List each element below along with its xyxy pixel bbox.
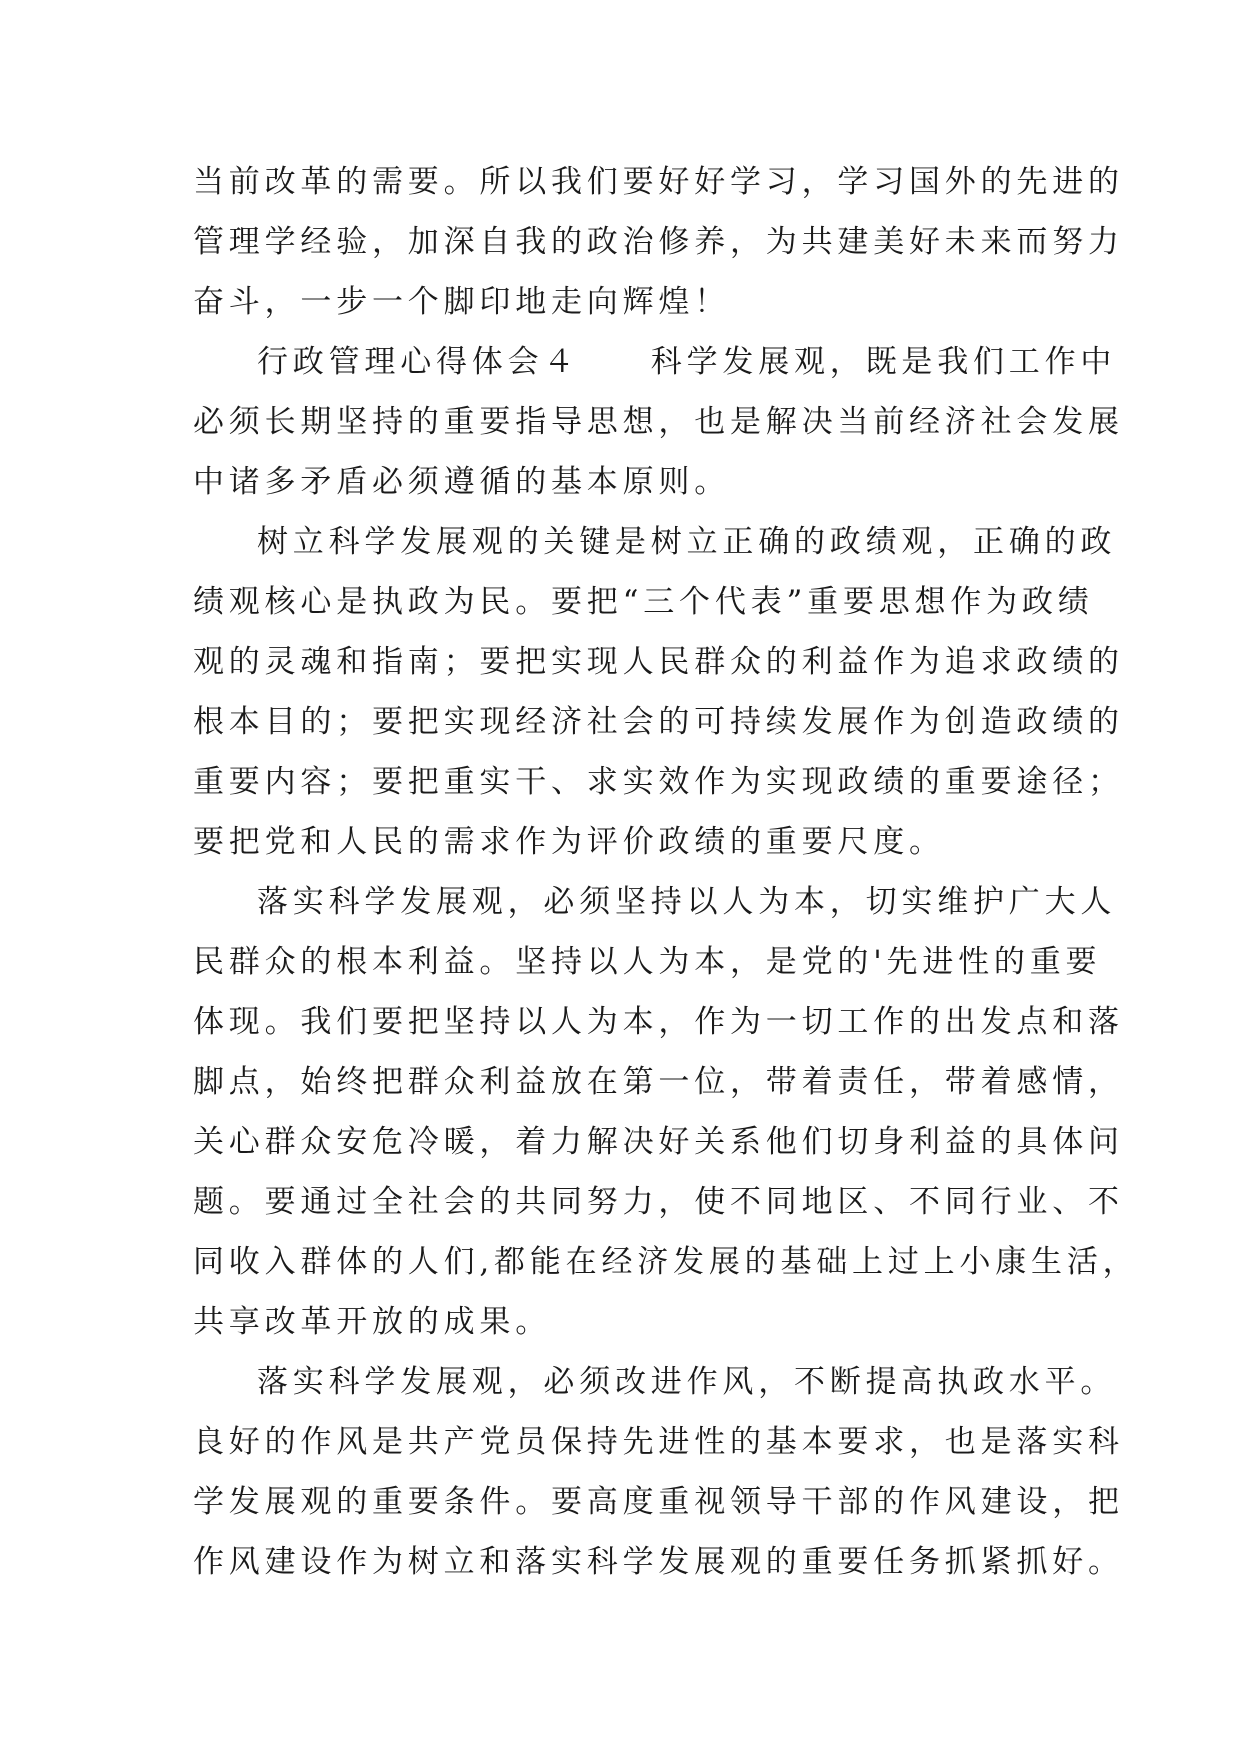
text-line: 当前改革的需要。所以我们要好好学习，学习国外的先进的 bbox=[193, 164, 1124, 200]
text-line: 同收入群体的人们,都能在经济发展的基础上过上小康生活， bbox=[193, 1244, 1139, 1280]
text-line: 管理学经验，加深自我的政治修养，为共建美好未来而努力 bbox=[193, 224, 1124, 260]
text-line: 民群众的根本利益。坚持以人为本，是党的'先进性的重要 bbox=[193, 944, 1102, 980]
text-line: 作风建设作为树立和落实科学发展观的重要任务抓紧抓好。 bbox=[193, 1544, 1124, 1580]
paragraph-first-line: 落实科学发展观，必须坚持以人为本，切实维护广大人 bbox=[257, 884, 1117, 920]
text-line: 脚点，始终把群众利益放在第一位，带着责任，带着感情， bbox=[193, 1064, 1124, 1100]
text-line: 奋斗，一步一个脚印地走向辉煌！ bbox=[193, 284, 730, 320]
text-line: 观的灵魂和指南；要把实现人民群众的利益作为追求政绩的 bbox=[193, 644, 1124, 680]
text-line: 学发展观的重要条件。要高度重视领导干部的作风建设，把 bbox=[193, 1484, 1124, 1520]
text-line: 必须长期坚持的重要指导思想，也是解决当前经济社会发展 bbox=[193, 404, 1124, 440]
text-line: 绩观核心是执政为民。要把“三个代表”重要思想作为政绩 bbox=[193, 584, 1094, 620]
text-line: 重要内容；要把重实干、求实效作为实现政绩的重要途径； bbox=[193, 764, 1124, 800]
text-line: 共享改革开放的成果。 bbox=[193, 1304, 551, 1340]
paragraph-first-line: 落实科学发展观，必须改进作风，不断提高执政水平。 bbox=[257, 1364, 1117, 1400]
paragraph-first-line: 行政管理心得体会４ 科学发展观，既是我们工作中 bbox=[257, 344, 1117, 380]
text-line: 中诸多矛盾必须遵循的基本原则。 bbox=[193, 464, 730, 500]
text-line: 要把党和人民的需求作为评价政绩的重要尺度。 bbox=[193, 824, 945, 860]
text-line: 题。要通过全社会的共同努力，使不同地区、不同行业、不 bbox=[193, 1184, 1124, 1220]
text-line: 关心群众安危冷暖，着力解决好关系他们切身利益的具体问 bbox=[193, 1124, 1124, 1160]
text-line: 良好的作风是共产党员保持先进性的基本要求，也是落实科 bbox=[193, 1424, 1124, 1460]
text-line: 体现。我们要把坚持以人为本，作为一切工作的出发点和落 bbox=[193, 1004, 1124, 1040]
paragraph-first-line: 树立科学发展观的关键是树立正确的政绩观，正确的政 bbox=[257, 524, 1117, 560]
document-body bbox=[193, 152, 1139, 1592]
text-line: 根本目的；要把实现经济社会的可持续发展作为创造政绩的 bbox=[193, 704, 1124, 740]
